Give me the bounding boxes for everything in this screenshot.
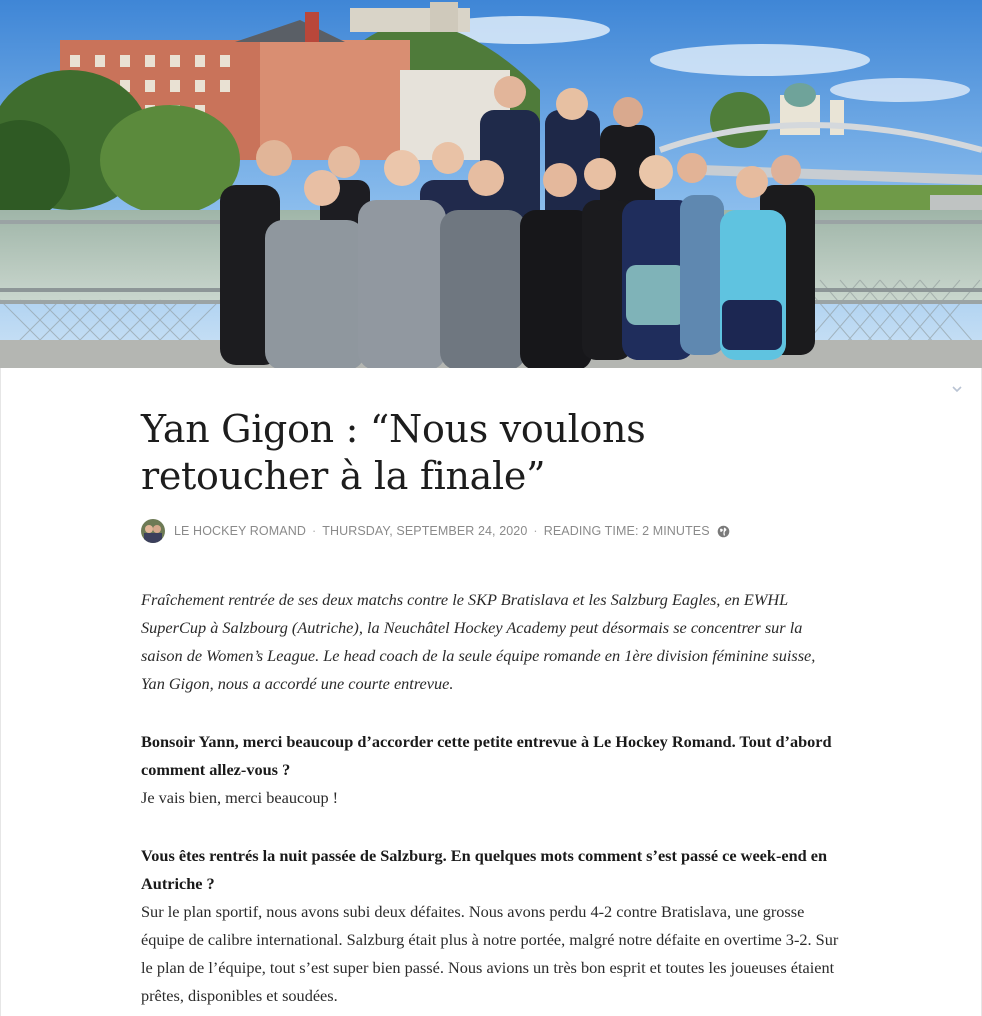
article-lead: Fraîchement rentrée de ses deux matchs contre le SKP Bratislava et les Salzburg Eagles, en EWHL SuperCup à Salzbourg (Autriche), la Neuchâtel Hockey Academy peut désormais se concentrer sur la saison de Women’s League. Le head coach de la seule équipe romande en 1ère division féminine suisse, Yan Gigon, nous a accordé une courte entrevue.	[141, 590, 816, 693]
interview-question: Bonsoir Yann, merci beaucoup d’accorder cette petite entrevue à Le Hockey Romand. Tout d’abord comment allez-vous ?	[141, 732, 832, 779]
author-avatar[interactable]	[141, 519, 165, 543]
author-name[interactable]: LE HOCKEY ROMAND	[174, 524, 306, 538]
interview-answer: Sur le plan sportif, nous avons subi deux défaites. Nous avons perdu 4-2 contre Bratislava, une grosse équipe de calibre international. Salzburg était plus à notre portée, malgré notre défaite en overtime 3-2. Sur le plan de l’équipe, tout s’est super bien passé. Nous avions un très bon esprit et toutes les joueuses étaient prêtes, disponibles et soudées.	[141, 902, 839, 1005]
meta-separator: ·	[533, 524, 538, 538]
article	[141, 406, 841, 1010]
chevron-down-icon[interactable]	[948, 382, 966, 400]
reading-time: READING TIME: 2 MINUTES	[543, 524, 710, 538]
meta-separator: ·	[311, 524, 317, 538]
publish-date: THURSDAY, SEPTEMBER 24, 2020	[322, 524, 528, 538]
article-meta	[141, 518, 841, 544]
globe-icon	[717, 525, 730, 538]
hero-image	[0, 0, 982, 368]
interview-answer: Je vais bien, merci beaucoup !	[141, 788, 339, 807]
interview-question: Vous êtes rentrés la nuit passée de Salzburg. En quelques mots comment s’est passé ce week-end en Autriche ?	[141, 846, 828, 893]
article-title: Yan Gigon : “Nous voulons retoucher à la finale”	[141, 407, 646, 498]
